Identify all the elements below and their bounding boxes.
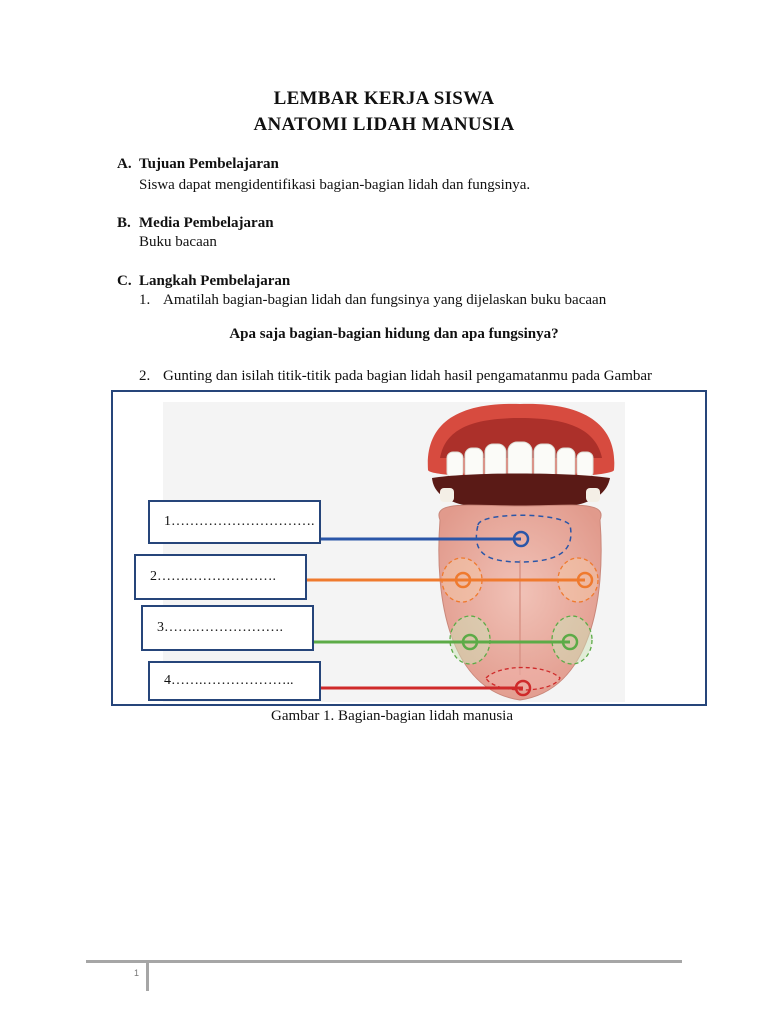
footer-divider	[146, 962, 149, 991]
footer-rule	[86, 960, 682, 963]
section-c-letter: C.	[117, 273, 132, 289]
section-b-letter: B.	[117, 215, 131, 231]
page-number: 1	[134, 968, 140, 978]
section-a-heading: Tujuan Pembelajaran	[139, 156, 279, 172]
step-1-text: Amatilah bagian-bagian lidah dan fungsinya yang dijelaskan buku bacaan	[163, 292, 607, 308]
label-box-4[interactable]: 4…….………………..	[148, 661, 321, 701]
title-line-1: LEMBAR KERJA SISWA	[273, 88, 495, 109]
question-text: Apa saja bagian-bagian hidung dan apa fungsinya?	[229, 326, 559, 342]
step-2-text: Gunting dan isilah titik-titik pada bagian lidah hasil pengamatanmu pada Gambar	[163, 368, 653, 384]
section-c-heading: Langkah Pembelajaran	[139, 273, 291, 289]
label-box-1[interactable]: 1………………………….	[148, 500, 321, 544]
step-2-number: 2.	[139, 368, 151, 384]
tongue-illustration	[113, 392, 705, 704]
title-line-2: ANATOMI LIDAH MANUSIA	[253, 114, 515, 135]
step-1-number: 1.	[139, 292, 151, 308]
label-box-3[interactable]: 3…….……………….	[141, 605, 314, 651]
label-box-2[interactable]: 2…….……………….	[134, 554, 307, 600]
section-b-text: Buku bacaan	[139, 234, 217, 250]
section-b-heading: Media Pembelajaran	[139, 215, 274, 231]
section-a-text: Siswa dapat mengidentifikasi bagian-bagian lidah dan fungsinya.	[139, 177, 531, 193]
figure-caption: Gambar 1. Bagian-bagian lidah manusia	[271, 708, 514, 724]
section-a-letter: A.	[117, 156, 132, 172]
